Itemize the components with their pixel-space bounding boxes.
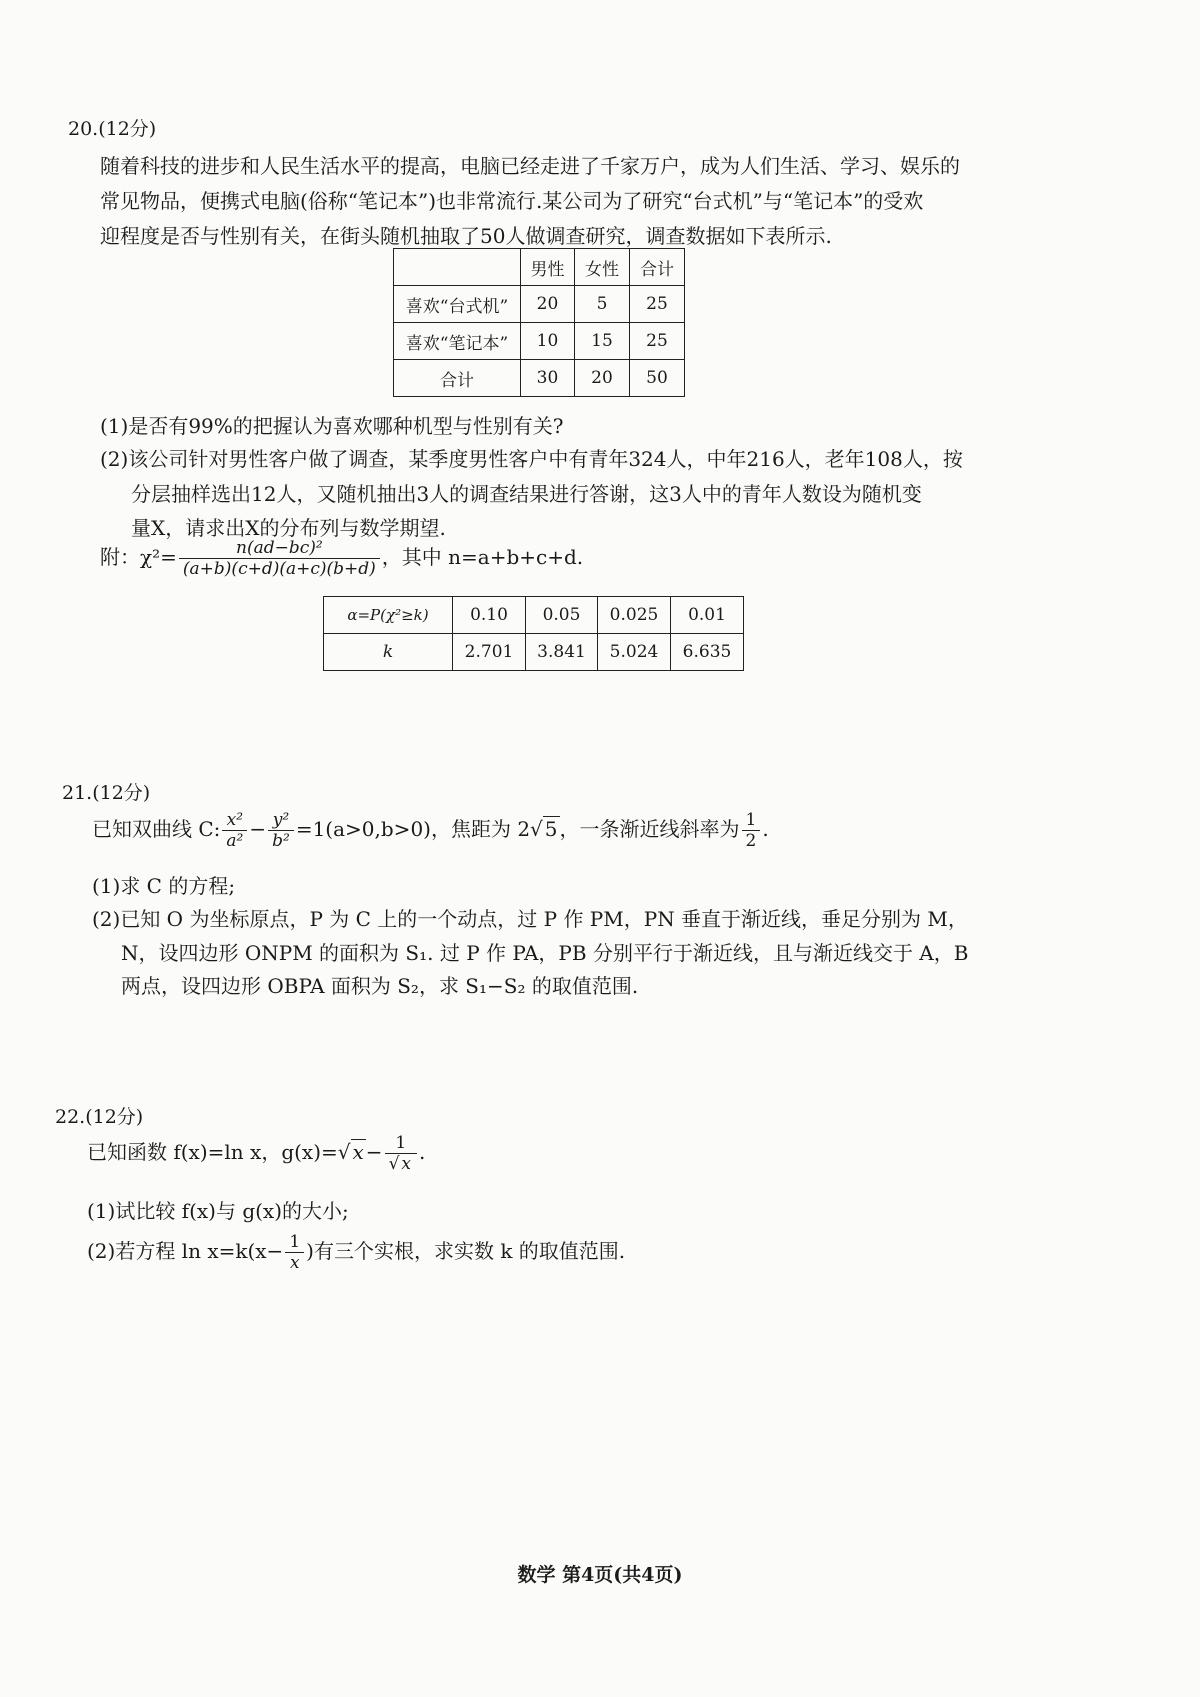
- q21-statement: [92, 810, 769, 851]
- sqrt-sign-icon: √: [388, 1154, 400, 1174]
- sqrt-sign-icon: √: [530, 817, 543, 841]
- table-cell: α=P(χ²≥k): [324, 597, 453, 634]
- table-cell: 2.701: [453, 634, 526, 671]
- q21-subquestion-2-line-2: N，设四边形 ONPM 的面积为 S₁. 过 P 作 PA，PB 分别平行于渐近线，且与渐近线交于 A，B: [121, 941, 969, 965]
- table-cell: 10: [521, 323, 575, 360]
- table-row: [394, 323, 685, 360]
- table-row: [394, 286, 685, 323]
- question-22-heading: 22.(12分): [55, 1106, 144, 1128]
- q20-subquestion-1: (1)是否有99%的把握认为喜欢哪种机型与性别有关?: [100, 414, 564, 438]
- q21-subquestion-2-line-1: (2)已知 O 为坐标原点，P 为 C 上的一个动点，过 P 作 PM，PN 垂直于渐近线，垂足分别为 M，: [92, 907, 968, 931]
- q20-paragraph-line-2: 常见物品，便携式电脑(俗称“笔记本”)也非常流行.某公司为了研究“台式机”与“笔记本”的受欢: [100, 189, 924, 213]
- fraction-numerator: n(ad−bc)²: [179, 538, 380, 559]
- q20-subquestion-2-line-3: 量X，请求出X的分布列与数学期望.: [131, 516, 446, 540]
- q22-subquestion-2: [87, 1232, 625, 1273]
- minus-sign: −: [249, 817, 267, 841]
- table-cell: 0.10: [453, 597, 526, 634]
- q21-subquestion-1: (1)求 C 的方程;: [92, 874, 236, 898]
- formula-prefix: 附：χ²=: [100, 545, 177, 569]
- q20-subquestion-2-line-2: 分层抽样选出12人，又随机抽出3人的调查结果进行答谢，这3人中的青年人数设为随机变: [131, 482, 922, 506]
- survey-table: [393, 248, 685, 397]
- question-20-heading: 20.(12分): [68, 118, 157, 140]
- table-cell: 喜欢“台式机”: [394, 286, 521, 323]
- table-cell: 男性: [521, 249, 575, 286]
- fraction-denominator: a²: [226, 831, 244, 851]
- table-row: [394, 360, 685, 397]
- text-segment: ，一条渐近线斜率为: [559, 817, 740, 841]
- table-cell: 25: [630, 323, 685, 360]
- one-over-sqrt-x-fraction: [385, 1133, 417, 1174]
- table-cell: 6.635: [671, 634, 744, 671]
- text-segment: (2)若方程 ln x=k(x−: [87, 1239, 284, 1263]
- q20-paragraph-line-3: 迎程度是否与性别有关，在街头随机抽取了50人做调查研究，调查数据如下表所示.: [100, 224, 832, 248]
- q21-subquestion-2-line-3: 两点，设四边形 OBPA 面积为 S₂，求 S₁−S₂ 的取值范围.: [121, 974, 639, 998]
- radicand: x: [352, 1140, 364, 1164]
- table-row: [324, 634, 744, 671]
- text-segment: .: [419, 1140, 426, 1164]
- table-cell: 30: [521, 360, 575, 397]
- q20-subquestion-2-line-1: (2)该公司针对男性客户做了调查，某季度男性客户中有青年324人，中年216人，老年108人，按: [100, 447, 963, 471]
- chi-square-fraction: [179, 538, 380, 579]
- table-cell: 合计: [394, 360, 521, 397]
- fraction-numerator: 1: [285, 1232, 304, 1253]
- q20-paragraph-line-1: 随着科技的进步和人民生活水平的提高，电脑已经走进了千家万户，成为人们生活、学习、娱乐的: [100, 154, 960, 178]
- fraction-denominator: (a+b)(c+d)(a+c)(b+d): [182, 559, 376, 579]
- text-segment: 已知双曲线 C:: [92, 817, 221, 841]
- q22-statement: [87, 1133, 425, 1174]
- minus-sign: −: [365, 1140, 383, 1164]
- radicand: x: [401, 1154, 411, 1174]
- fraction-numerator: y²: [268, 810, 294, 831]
- y-squared-fraction: [268, 810, 294, 851]
- text-segment: )有三个实根，求实数 k 的取值范围.: [306, 1239, 626, 1263]
- fraction-numerator: 1: [385, 1133, 417, 1154]
- x-squared-fraction: [222, 810, 247, 851]
- table-cell: 合计: [630, 249, 685, 286]
- fraction-denominator: [385, 1154, 417, 1174]
- chi-square-formula: [100, 538, 583, 579]
- text-segment: .: [762, 817, 769, 841]
- page-footer: 数学 第4页(共4页): [517, 1564, 683, 1586]
- question-21-heading: 21.(12分): [62, 782, 151, 804]
- text-segment: =1(a>0,b>0)，焦距为 2: [295, 817, 531, 841]
- table-row: [394, 249, 685, 286]
- table-cell: 25: [630, 286, 685, 323]
- table-cell: 女性: [575, 249, 630, 286]
- radicand: 5: [544, 817, 558, 841]
- table-cell: 20: [521, 286, 575, 323]
- one-over-x-fraction: [285, 1232, 304, 1273]
- fraction-denominator: x: [289, 1253, 300, 1273]
- sqrt-sign-icon: √: [337, 1140, 351, 1164]
- table-cell: 0.01: [671, 597, 744, 634]
- table-cell: 20: [575, 360, 630, 397]
- table-cell: 15: [575, 323, 630, 360]
- fraction-denominator: 2: [745, 831, 757, 851]
- fraction-numerator: x²: [222, 810, 247, 831]
- table-cell: 5: [575, 286, 630, 323]
- table-cell: 3.841: [526, 634, 598, 671]
- fraction-denominator: b²: [272, 831, 290, 851]
- table-cell: [394, 249, 521, 286]
- one-half-fraction: [742, 810, 761, 851]
- formula-suffix: ，其中 n=a+b+c+d.: [381, 545, 584, 569]
- table-cell: 5.024: [598, 634, 671, 671]
- table-cell: 喜欢“笔记本”: [394, 323, 521, 360]
- table-cell: k: [324, 634, 453, 671]
- table-cell: 0.05: [526, 597, 598, 634]
- text-segment: 已知函数 f(x)=ln x，g(x)=: [87, 1140, 338, 1164]
- q22-subquestion-1: (1)试比较 f(x)与 g(x)的大小;: [87, 1199, 349, 1223]
- table-cell: 50: [630, 360, 685, 397]
- fraction-numerator: 1: [742, 810, 761, 831]
- table-row: [324, 597, 744, 634]
- critical-value-table: [323, 596, 744, 671]
- table-cell: 0.025: [598, 597, 671, 634]
